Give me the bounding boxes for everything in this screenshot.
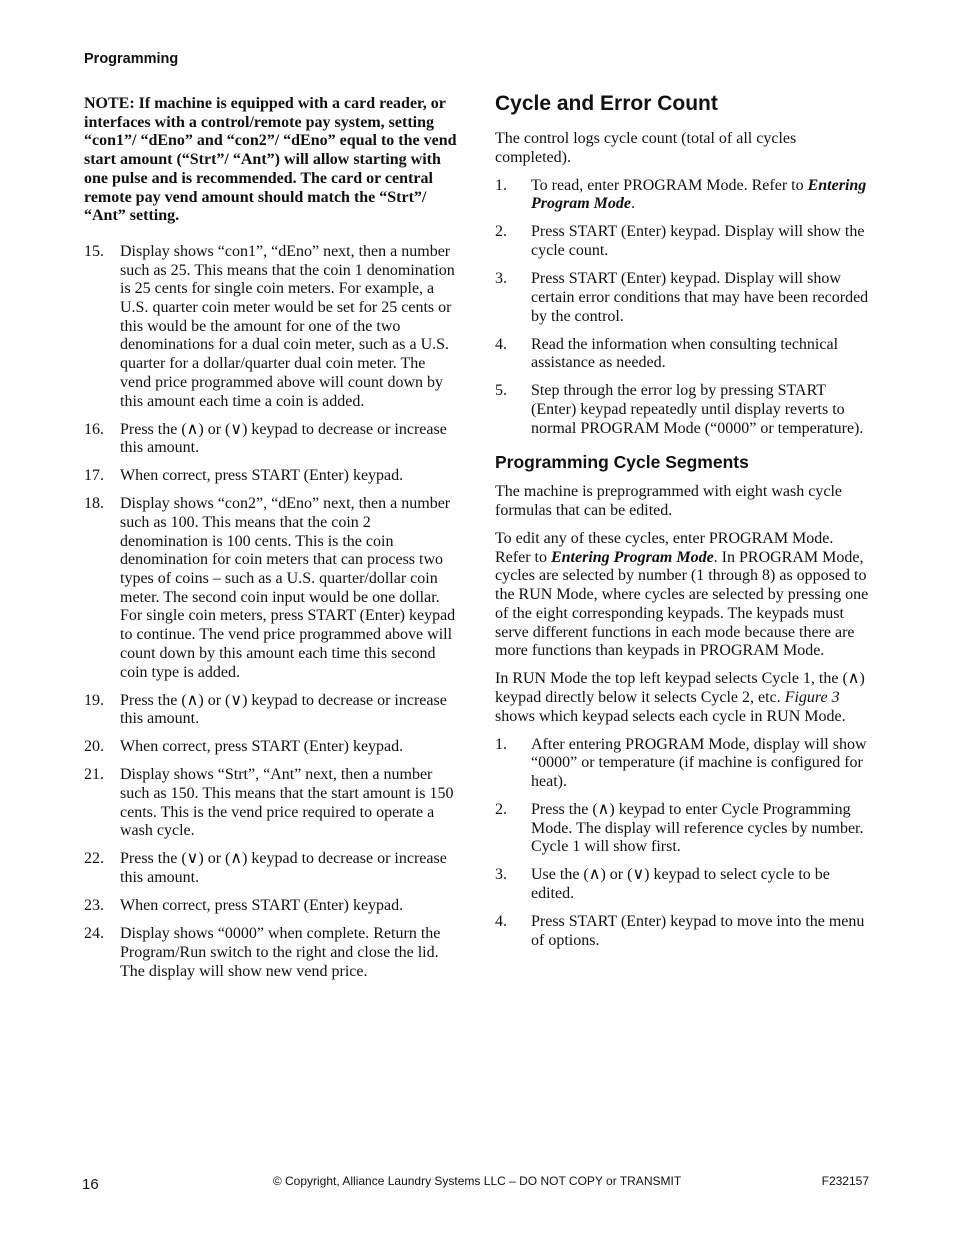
paragraph: In RUN Mode the top left keypad selects Cycle 1, the (∧) keypad directly below it selects Cycle 2, etc. Figure 3 shows which keypad selects each cycle in RUN Mode. [495, 670, 865, 725]
cycle-programming-step-list [495, 736, 870, 951]
step-text: Display shows “con2”, “dEno” next, then a number such as 100. This means that the coin 2 denomination is 100 cents. This is the coin denomination for coin meters that can process two types of coins – such as a U.S. quarter/dollar coin meter. The second coin input would be one dollar. For single coin meters, press START (Enter) keypad to continue. The vend price programmed above will count down by this amount each time this second coin type is added. [120, 495, 456, 681]
step-text: After entering PROGRAM Mode, display will show “0000” or temperature (if machine is configured for heat). [531, 735, 867, 791]
step-number: 24. [84, 925, 104, 943]
copyright-notice: © Copyright, Alliance Laundry Systems LLC – DO NOT COPY or TRANSMIT [272, 1174, 682, 1188]
step-text: When correct, press START (Enter) keypad. [120, 738, 404, 756]
step-text: Display shows “0000” when complete. Return the Program/Run switch to the right and close the lid. The display will show new vend price. [120, 925, 441, 980]
intro-paragraph: The control logs cycle count (total of all cycles completed). [495, 130, 797, 166]
step-item [495, 801, 870, 857]
step-number: 16. [84, 420, 104, 438]
section-title: Cycle and Error Count [495, 92, 718, 115]
step-item [84, 850, 457, 887]
step-text: Display shows “Strt”, “Ant” next, then a number such as 150. This means that the start amount is 150 cents. This is the vend price required to operate a wash cycle. [120, 766, 454, 840]
step-text: When correct, press START (Enter) keypad. [120, 467, 404, 485]
step-number: 4. [495, 335, 507, 353]
step-number: 23. [84, 897, 104, 915]
step-item [84, 738, 457, 757]
step-number: 2. [495, 801, 507, 819]
document-id: F232157 [821, 1174, 869, 1188]
step-item [84, 421, 457, 458]
step-item [495, 336, 870, 373]
step-text: Read the information when consulting technical assistance as needed. [531, 335, 839, 372]
step-number: 17. [84, 467, 104, 485]
step-text: Press START (Enter) keypad. Display will show the cycle count. [531, 223, 865, 260]
step-text: Press the (∧) or (∨) keypad to decrease or increase this amount. [120, 420, 447, 457]
step-item [84, 925, 457, 981]
step-text: Display shows “con1”, “dEno” next, then a number such as 25. This means that the coin 1 denomination is 25 cents for single coin meters. For example, a U.S. quarter coin meter would be set for 25 cents or this would be the amount for one of the two denominations for a dual coin meter, such as a U.S. quarter for a dollar/quarter dual coin meter. The vend price programmed above will count down by this amount each time a coin is added. [120, 242, 455, 410]
cross-reference: Entering Program Mode [531, 176, 867, 213]
left-column [84, 95, 457, 991]
step-number: 1. [495, 176, 507, 194]
step-text: Press the (∧) keypad to enter Cycle Programming Mode. The display will reference cycles by number. Cycle 1 will show first. [531, 801, 864, 856]
step-item [84, 467, 457, 486]
step-number: 1. [495, 735, 507, 753]
paragraph: The machine is preprogrammed with eight wash cycle formulas that can be edited. [495, 483, 842, 520]
step-number: 5. [495, 382, 507, 400]
step-number: 15. [84, 242, 104, 260]
paragraph: To edit any of these cycles, enter PROGRAM Mode. Refer to Entering Program Mode. In PROGRAM Mode, cycles are selected by number (1 through 8) as opposed to the RUN Mode, where cycles are selected by pressing one of the eight corresponding keypads. The keypads must serve different functions in each mode because there are more functions than keypads in PROGRAM Mode. [495, 530, 869, 660]
step-text: To read, enter PROGRAM Mode. Refer to Entering Program Mode. [531, 176, 867, 213]
cross-reference: Entering Program Mode [550, 548, 714, 566]
right-column [495, 90, 870, 960]
cycle-count-step-list [495, 177, 870, 439]
figure-reference: Figure 3 [784, 688, 840, 706]
step-text: Press START (Enter) keypad. Display will show certain error conditions that may have been recorded by the control. [531, 270, 869, 325]
step-item [84, 766, 457, 841]
note-paragraph: NOTE: If machine is equipped with a card reader, or interfaces with a control/remote pay system, setting “con1”/ “dEno” and “con2”/ “dEno” equal to the vend start amount (“Strt”/ “Ant”) will allow starting with one pulse and is recommended. The card or central remote pay vend amount should match the “Strt”/ “Ant” setting. [84, 95, 457, 225]
step-number: 20. [84, 738, 104, 756]
step-item [84, 897, 457, 916]
step-number: 3. [495, 270, 507, 288]
step-item [495, 382, 870, 438]
step-item [495, 736, 870, 792]
step-text: Use the (∧) or (∨) keypad to select cycle to be edited. [531, 866, 830, 903]
page-number: 16 [82, 1176, 99, 1193]
step-item [495, 223, 870, 260]
step-item [495, 866, 870, 903]
step-number: 3. [495, 866, 507, 884]
step-item [84, 692, 457, 729]
step-item [495, 270, 870, 326]
step-text: Step through the error log by pressing START (Enter) keypad repeatedly until display reverts to normal PROGRAM Mode (“0000” or temperature). [531, 382, 864, 437]
step-number: 4. [495, 913, 507, 931]
step-number: 18. [84, 495, 104, 513]
section-header: Programming [84, 51, 179, 67]
step-number: 2. [495, 223, 507, 241]
subsection-title: Programming Cycle Segments [495, 452, 749, 473]
step-item [84, 243, 457, 411]
step-number: 22. [84, 850, 104, 868]
step-text: Press the (∨) or (∧) keypad to decrease or increase this amount. [120, 850, 447, 887]
step-item [495, 913, 870, 950]
step-text: Press the (∧) or (∨) keypad to decrease or increase this amount. [120, 691, 447, 728]
left-step-list [84, 243, 457, 981]
step-number: 19. [84, 691, 104, 709]
step-text: Press START (Enter) keypad to move into the menu of options. [531, 913, 865, 949]
step-item [495, 177, 870, 214]
step-number: 21. [84, 766, 104, 784]
step-text: When correct, press START (Enter) keypad. [120, 897, 404, 915]
step-item [84, 495, 457, 682]
